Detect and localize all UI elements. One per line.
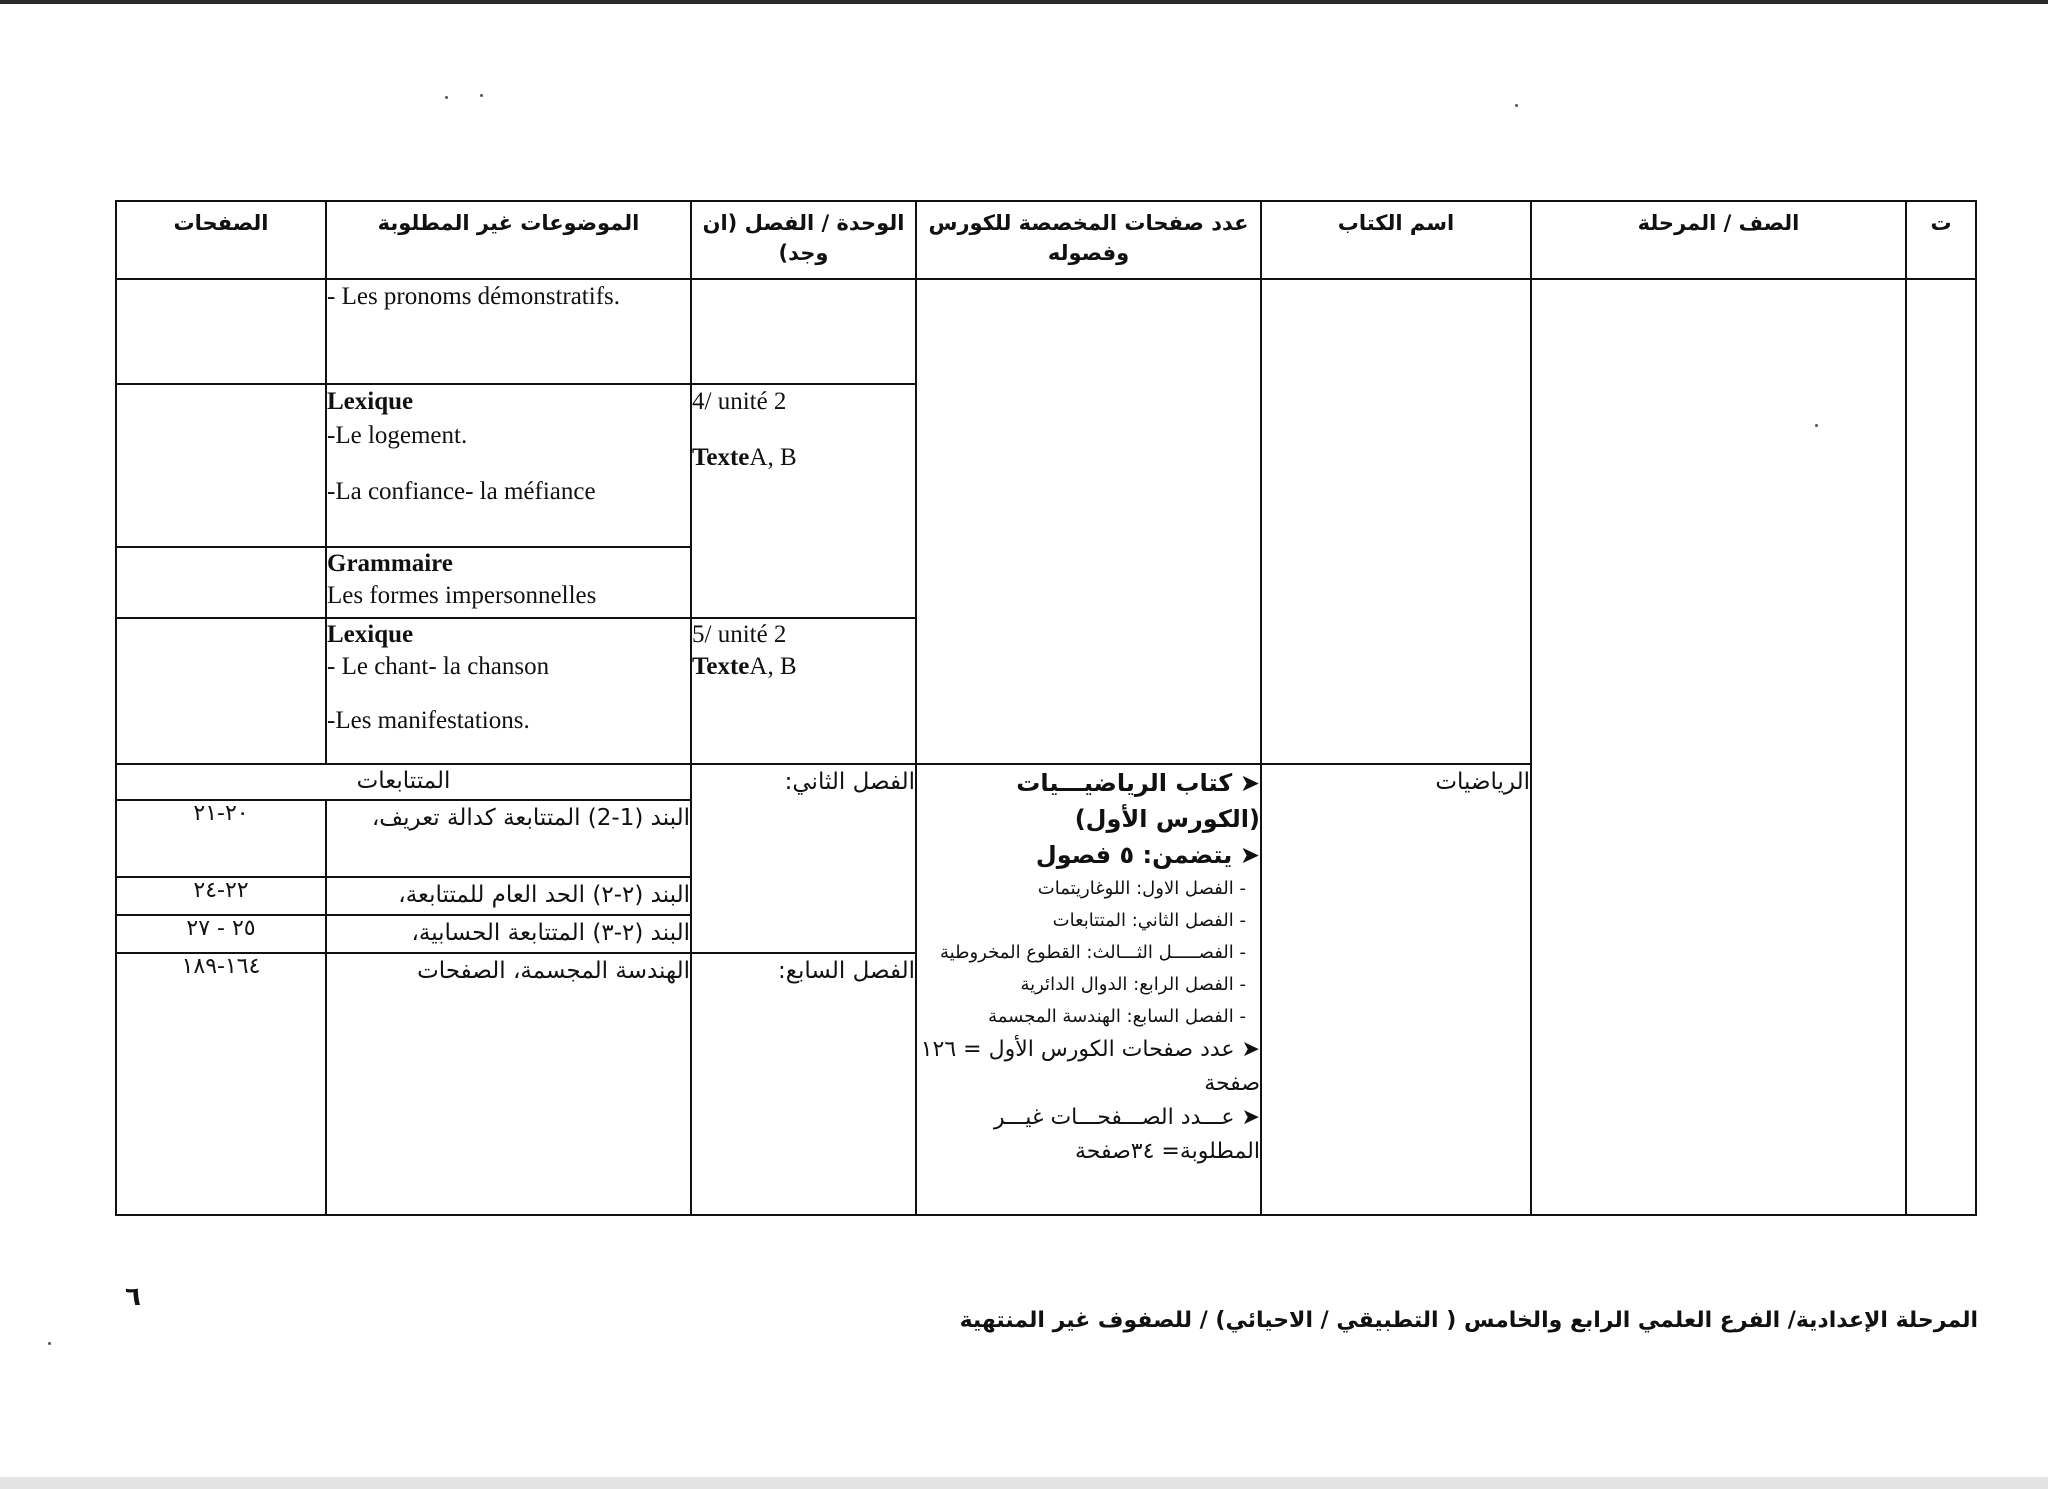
chapter-item: - الفصل الاول: اللوغاريتمات xyxy=(1037,878,1246,899)
table-row xyxy=(116,279,1976,384)
topic-cell: البند (٢-٣) المتتابعة الحسابية، xyxy=(326,915,691,953)
lexique-title: Lexique xyxy=(327,388,414,415)
pages-cell: ٢٢-٢٤ xyxy=(116,877,326,915)
topic-cell: البند (1-2) المتتابعة كدالة تعريف، xyxy=(326,800,691,877)
chapter-item: - الفصـــــل الثـــالث: القطوع المخروطية xyxy=(940,942,1246,963)
chapter-item: - الفصل الثاني: المتتابعات xyxy=(1052,910,1246,931)
header-grade: الصف / المرحلة xyxy=(1531,201,1906,279)
header-course-pages: عدد صفحات المخصصة للكورس وفصوله xyxy=(916,201,1261,279)
topic-line: -La confiance- la méfiance xyxy=(327,478,596,505)
book-cell: الرياضيات xyxy=(1261,764,1531,1215)
header-unit: الوحدة / الفصل (ان وجد) xyxy=(691,201,916,279)
pages-cell xyxy=(116,279,326,384)
topic-cell xyxy=(326,618,691,764)
unit-line: 4/ unité 2 xyxy=(692,388,787,415)
topic-cell: البند (٢-٢) الحد العام للمتتابعة، xyxy=(326,877,691,915)
topic-line: Les formes impersonnelles xyxy=(327,582,597,609)
page-footer: المرحلة الإعدادية/ الفرع العلمي الرابع والخامس ( التطبيقي / الاحيائي) / للصفوف غير المنتهية xyxy=(959,1308,1978,1333)
unit-line xyxy=(692,651,915,683)
t-cell xyxy=(1906,279,1976,1215)
pages-cell xyxy=(116,618,326,764)
chapter-item: - الفصل السابع: الهندسة المجسمة xyxy=(988,1006,1246,1027)
scan-top-edge xyxy=(0,0,2048,4)
scan-speck xyxy=(48,1342,51,1345)
desc-line: ➤ عـــدد الصـــفحـــات غيـــر المطلوبة= ٣٤صفحة xyxy=(993,1105,1260,1164)
unit-cell xyxy=(691,384,916,618)
header-row xyxy=(116,201,1976,279)
topic-cell: - Les pronoms démonstratifs. xyxy=(326,279,691,384)
grammaire-title: Grammaire xyxy=(327,550,453,577)
topic-cell xyxy=(326,384,691,547)
header-pages: الصفحات xyxy=(116,201,326,279)
course-pages-cell xyxy=(916,279,1261,764)
curriculum-table xyxy=(115,200,1977,1216)
unit-cell: الفصل الثاني: xyxy=(691,764,916,953)
pages-cell: ١٦٤-١٨٩ xyxy=(116,953,326,1215)
texte-label: Texte xyxy=(692,444,750,471)
unit-cell xyxy=(691,618,916,764)
header-t: ت xyxy=(1906,201,1976,279)
unit-line: 5/ unité 2 xyxy=(692,621,787,648)
header-topics: الموضوعات غير المطلوبة xyxy=(326,201,691,279)
header-book: اسم الكتاب xyxy=(1261,201,1531,279)
desc-line: ➤ عدد صفحات الكورس الأول = ١٢٦ صفحة xyxy=(920,1037,1260,1096)
unit-cell xyxy=(691,279,916,384)
lexique-title: Lexique xyxy=(327,621,414,648)
pages-cell: ٢٠-٢١ xyxy=(116,800,326,877)
grade-cell xyxy=(1531,279,1906,1215)
scan-bottom-edge xyxy=(0,1477,2048,1489)
desc-line: ➤ كتاب الرياضيـــيات (الكورس الأول) xyxy=(1016,769,1260,833)
chapter-item: - الفصل الرابع: الدوال الدائرية xyxy=(1020,974,1246,995)
pages-cell xyxy=(116,547,326,618)
topic-line: -Les manifestations. xyxy=(327,707,530,734)
topic-line: -Le logement. xyxy=(327,422,468,449)
topic-cell xyxy=(326,547,691,618)
topic-line: - Le chant- la chanson xyxy=(327,653,550,680)
course-description xyxy=(916,764,1261,1215)
texte-value: A, B xyxy=(749,653,797,680)
book-cell xyxy=(1261,279,1531,764)
pages-cell xyxy=(116,384,326,547)
section-title: المتتابعات xyxy=(116,764,691,800)
page-number: ٦ xyxy=(125,1282,141,1312)
texte-label: Texte xyxy=(692,653,750,680)
pages-cell: ٢٥ - ٢٧ xyxy=(116,915,326,953)
desc-line: ➤ يتضمن: ٥ فصول xyxy=(1035,841,1260,869)
scan-speck xyxy=(1515,104,1518,107)
unit-line xyxy=(692,441,915,475)
topic-cell: الهندسة المجسمة، الصفحات xyxy=(326,953,691,1215)
unit-cell: الفصل السابع: xyxy=(691,953,916,1215)
scan-speck xyxy=(445,96,448,99)
texte-value: A, B xyxy=(749,444,797,471)
scan-speck xyxy=(480,94,483,97)
